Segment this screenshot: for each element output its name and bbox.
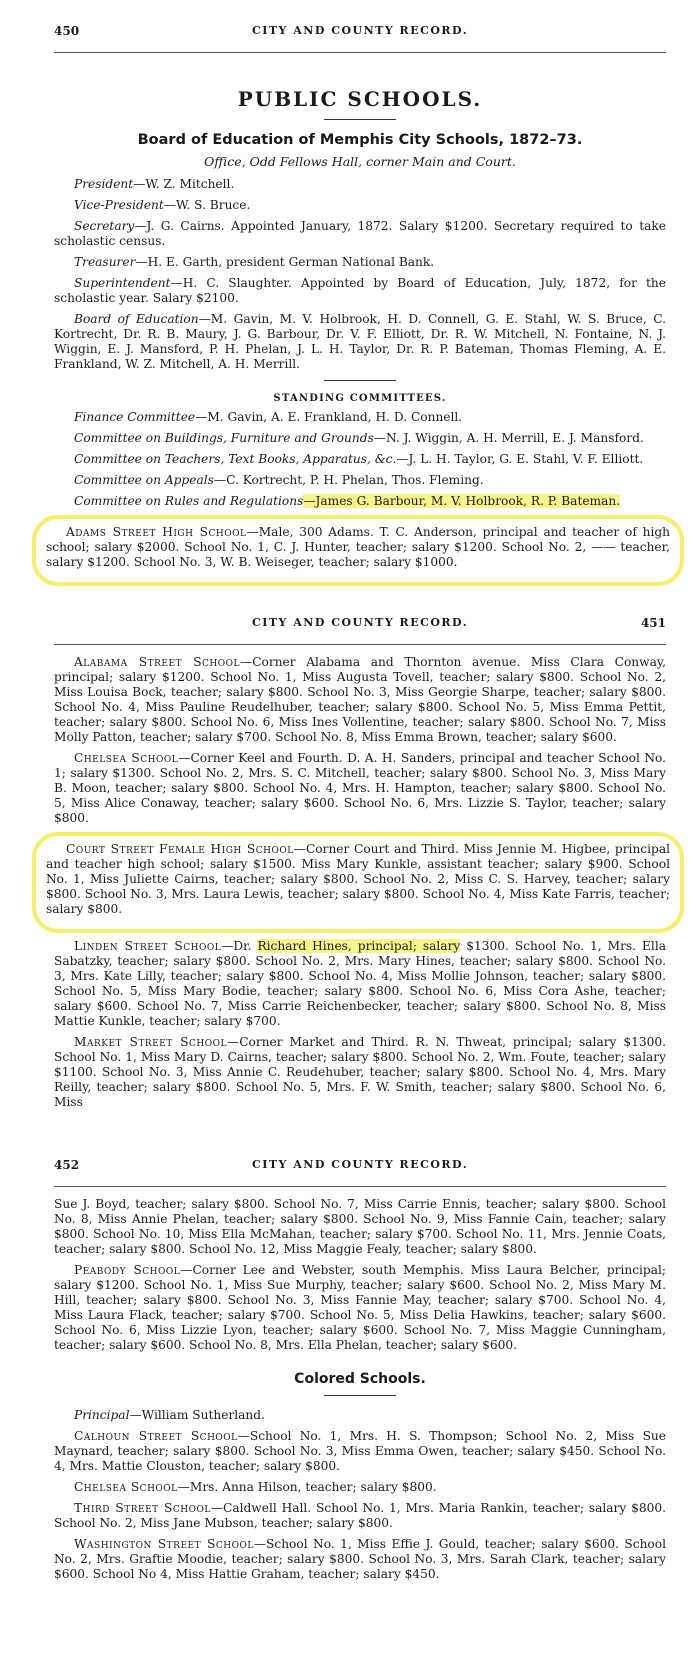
officer-entry: Superintendent—H. C. Slaughter. Appointed by Board of Education, July, 1872, for the scholastic year. Salary $2100. <box>54 276 666 305</box>
continuation-text: Sue J. Boyd, teacher; salary $800. School No. 7, Miss Carrie Ennis, teacher; salary $800. School No. 8, Miss Annie Phelan, teacher; salary $800. School No. 9, Miss Fannie Cain, teacher; salary $800. School No. 10, Miss Ella McMahan, teacher; salary $700. School No. 11, Mrs. Jennie Coats, teacher; salary $800. School No. 12, Miss Maggie Fealy, teacher; salary $800. <box>54 1197 666 1256</box>
committee-entry: Finance Committee—M. Gavin, A. E. Frankland, H. D. Connell. <box>74 410 463 424</box>
officer-entry: Vice-President—W. S. Bruce. <box>74 198 251 212</box>
running-head: CITY AND COUNTY RECORD. <box>251 1158 469 1171</box>
board-title: Board of Education of Memphis City Schools, 1872–73. <box>137 132 583 148</box>
page-450 <box>0 0 700 592</box>
school-entry-alabama: Alabama Street School—Corner Alabama and Thornton avenue. Miss Clara Conway, principal; salary $1200. School No. 1, Miss Augusta Tovell, teacher; salary $800. School No. 2, Miss Louisa Bock, teacher; salary $800. School No. 3, Miss Georgie Sharpe, teacher; salary $800. School No. 4, Miss Pauline Reudelhuber, teacher; salary $800. School No. 5, Miss Emma Pettit, teacher; salary $800. School No. 6, Miss Ines Vollentine, teacher; salary $800. School No. 7, Miss Molly Patton, teacher; salary $700. School No. 8, Miss Emma Brown, teacher; salary $600. <box>54 655 666 744</box>
school-entry-chelsea-colored: Chelsea School—Mrs. Anna Hilson, teacher; salary $800. <box>74 1480 437 1494</box>
school-entry-market: Market Street School—Corner Market and Third. R. N. Thweat, principal; salary $1300. School No. 1, Miss Mary D. Cairns, teacher; salary $800. School No. 2, Wm. Foute, teacher; salary $1100. School No. 3, Miss Annie C. Reudehuber, teacher; salary $800. School No. 4, Mrs. Mary Reilly, teacher; salary $800. School No. 5, Mrs. F. W. Smith, teacher; salary $800. School No. 6, Miss <box>54 1035 666 1109</box>
highlight-annotation <box>32 832 684 933</box>
committee-entry: Committee on Rules and Regulations—James G. Barbour, M. V. Holbrook, R. P. Bateman. <box>74 494 621 508</box>
officer-entry: Board of Education—M. Gavin, M. V. Holbrook, H. D. Connell, G. E. Stahl, W. S. Bruce, C. Kortrecht, Dr. R. B. Maury, J. G. Barbour, Dr. V. F. Elliott, Dr. R. W. Mitchell, N. Fontaine, N. J. Wiggin, E. J. Mansford, P. H. Phelan, J. L. H. Taylor, Dr. R. P. Bateman, Thomas Fleming, A. E. Frankland, W. Z. Mitchell, A. H. Merrill. <box>54 312 666 371</box>
page-number: 450 <box>54 24 80 38</box>
divider <box>324 1395 396 1396</box>
page-number: 451 <box>640 616 666 630</box>
office-line: Office, Odd Fellows Hall, corner Main and Court. <box>204 154 516 169</box>
committee-entry: Committee on Buildings, Furniture and Grounds—N. J. Wiggin, A. H. Merrill, E. J. Mansford. <box>74 431 644 445</box>
officer-entry: Secretary—J. G. Cairns. Appointed January, 1872. Salary $1200. Secretary required to take scholastic census. <box>54 219 666 248</box>
school-entry-linden: Linden Street School—Dr. Richard Hines, principal; salary $1300. School No. 1, Mrs. Ella Sabatzky, teacher; salary $800. School No. 2, Mrs. Mary Hines, teacher; salary $800. School No. 3, Mrs. Kate Lilly, teacher; salary $800. School No. 4, Miss Mollie Johnson, teacher; salary $800. School No. 5, Miss Mary Bodie, teacher; salary $800. School No. 6, Miss Cora Ashe, teacher; salary $600. School No. 7, Miss Carrie Reichenbecker, teacher; salary $800. School No. 8, Miss Mattie Kunkle, teacher; salary $700. <box>54 939 666 1028</box>
page-header <box>54 614 666 645</box>
highlight-annotation <box>32 515 684 586</box>
committee-entry: Committee on Appeals—C. Kortrecht, P. H. Phelan, Thos. Fleming. <box>74 473 484 487</box>
officer-entry: President—W. Z. Mitchell. <box>74 177 235 191</box>
colored-schools-heading: Colored Schools. <box>294 1371 426 1387</box>
page-451 <box>0 592 700 1134</box>
principal-entry: Principal—William Sutherland. <box>74 1408 265 1422</box>
section-title: PUBLIC SCHOOLS. <box>237 87 483 111</box>
page-header <box>54 22 666 53</box>
school-entry-court-street: Court Street Female High School—Corner Court and Third. Miss Jennie M. Higbee, principal and teacher high school; salary $1500. Miss Mary Kunkle, assistant teacher; salary $900. School No. 1, Miss Juliette Cairns, teacher; salary $800. School No. 2, Miss C. S. Harvey, teacher; salary $800. School No. 3, Mrs. Laura Lewis, teacher; salary $800. School No. 4, Miss Kate Farris, teacher; salary $800. <box>46 842 670 916</box>
school-entry-peabody: Peabody School—Corner Lee and Webster, south Memphis. Miss Laura Belcher, principal; salary $1200. School No. 1, Miss Sue Murphy, teacher; salary $600. School No. 2, Miss Mary M. Hill, teacher; salary $800. School No. 3, Miss Fannie May, teacher; salary $700. School No. 4, Miss Laura Flack, teacher; salary $700. School No. 5, Miss Delia Hawkins, teacher; salary $600. School No. 6, Miss Lizzie Lyon, teacher; salary $600. School No. 7, Miss Maggie Cunningham, teacher; salary $600. School No. 8, Mrs. Ella Phelan, teacher; salary $600. <box>54 1263 667 1352</box>
school-entry-third-street: Third Street School—Caldwell Hall. School No. 1, Mrs. Maria Rankin, teacher; salary $800. School No. 2, Miss Jane Mubson, teacher; salary $800. <box>54 1501 666 1530</box>
standing-committees-heading: STANDING COMMITTEES. <box>273 393 447 404</box>
page-number: 452 <box>54 1158 80 1172</box>
school-entry-calhoun: Calhoun Street School—School No. 1, Mrs. H. S. Thompson; School No. 2, Miss Sue Maynard, teacher; salary $800. School No. 3, Miss Emma Owen, teacher; salary $450. School No. 4, Mrs. Mattie Clouston, teacher; salary $800. <box>54 1429 666 1473</box>
page-452 <box>0 1134 700 1680</box>
school-entry-washington: Washington Street School—School No. 1, Miss Effie J. Gould, teacher; salary $600. School No. 2, Mrs. Graftie Moodie, teacher; salary $800. School No. 3, Mrs. Sarah Clark, teacher; salary $600. School No 4, Miss Hattie Graham, teacher; salary $450. <box>54 1537 666 1581</box>
school-entry-chelsea: Chelsea School—Corner Keel and Fourth. D. A. H. Sanders, principal and teacher School No. 1; salary $1300. School No. 2, Mrs. S. C. Mitchell, teacher; salary $800. School No. 3, Miss Mary B. Moon, teacher; salary $800. School No. 4, Mrs. H. Hampton, teacher; salary $800. School No. 5, Miss Alice Conaway, teacher; salary $600. School No. 6, Mrs. Lizzie S. Taylor, teacher; salary $800. <box>54 751 666 825</box>
page-header <box>54 1156 666 1187</box>
running-head: CITY AND COUNTY RECORD. <box>251 616 469 629</box>
running-head: CITY AND COUNTY RECORD. <box>251 24 469 37</box>
divider <box>324 119 396 120</box>
committee-entry: Committee on Teachers, Text Books, Apparatus, &c.—J. L. H. Taylor, G. E. Stahl, V. F. Elliott. <box>74 452 644 466</box>
officer-entry: Treasurer—H. E. Garth, president German National Bank. <box>74 255 435 269</box>
divider <box>324 380 396 381</box>
school-entry-adams: Adams Street High School—Male, 300 Adams. T. C. Anderson, principal and teacher of high school; salary $2000. School No. 1, C. J. Hunter, teacher; salary $1200. School No. 2, —— teacher, salary $1200. School No. 3, W. B. Weiseger, teacher; salary $1000. <box>46 525 670 569</box>
